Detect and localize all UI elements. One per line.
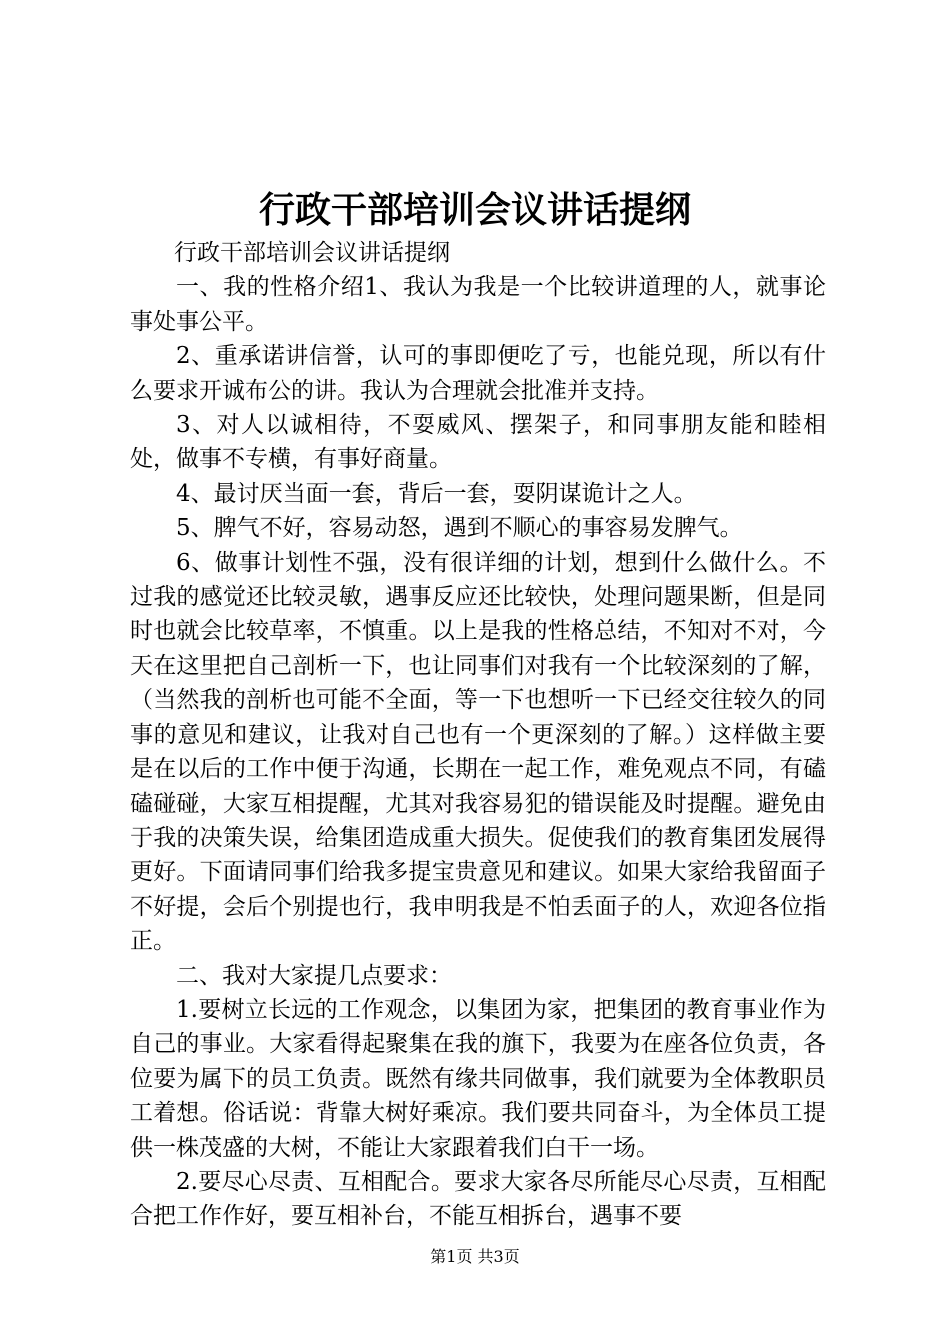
page-number-footer: 第1页 共3页 xyxy=(430,1247,520,1266)
paragraph-point-4: 4、最讨厌当面一套，背后一套，耍阴谋诡计之人。 xyxy=(176,480,697,507)
paragraph-point-5: 5、脾气不好，容易动怒，遇到不顺心的事容易发脾气。 xyxy=(176,515,743,542)
paragraph-subtitle: 行政干部培训会议讲话提纲 xyxy=(174,240,450,266)
document-title: 行政干部培训会议讲话提纲 xyxy=(258,189,691,231)
paragraph-point-2: 2、重承诺讲信誉，认可的事即便吃了亏，也能兑现，所以有什么要求开诚布公的讲。我认为合理就会批准并支持。 xyxy=(130,343,826,404)
document-body xyxy=(130,236,826,1234)
paragraph-point-6: 6、做事计划性不强，没有很详细的计划，想到什么做什么。不过我的感觉还比较灵敏，遇事反应还比较快，处理问题果断，但是同时也就会比较草率，不慎重。以上是我的性格总结，不知对不对，今天在这里把自己剖析一下，也让同事们对我有一个比较深刻的了解，（当然我的剖析也可能不全面，等一下也想听一下已经交往较久的同事的意见和建议，让我对自己也有一个更深刻的了解。）这样做主要是在以后的工作中便于沟通，长期在一起工作，难免观点不同，有磕磕碰碰，大家互相提醒，尤其对我容易犯的错误能及时提醒。避免由于我的决策失误，给集团造成重大损失。促使我们的教育集团发展得更好。下面请同事们给我多提宝贵意见和建议。如果大家给我留面子不好提，会后个别提也行，我申明我是不怕丢面子的人，欢迎各位指正。 xyxy=(130,549,826,955)
paragraph-requirements-heading: 二、我对大家提几点要求： xyxy=(176,962,452,989)
paragraph-personality-intro: 一、我的性格介绍1、我认为我是一个比较讲道理的人，就事论事处事公平。 xyxy=(130,274,826,335)
paragraph-requirement-2: 2.要尽心尽责、互相配合。要求大家各尽所能尽心尽责，互相配合把工作作好，要互相补台，不能互相拆台，遇事不要 xyxy=(130,1168,826,1230)
paragraph-requirement-1: 1.要树立长远的工作观念，以集团为家，把集团的教育事业作为自己的事业。大家看得起聚集在我的旗下，我要为在座各位负责，各位要为属下的员工负责。既然有缘共同做事，我们就要为全体教职员工着想。俗话说：背靠大树好乘凉。我们要共同奋斗，为全体员工提供一株茂盛的大树，不能让大家跟着我们白干一场。 xyxy=(130,996,826,1161)
paragraph-point-3: 3、对人以诚相待，不耍威风、摆架子，和同事朋友能和睦相处，做事不专横，有事好商量。 xyxy=(130,412,826,473)
